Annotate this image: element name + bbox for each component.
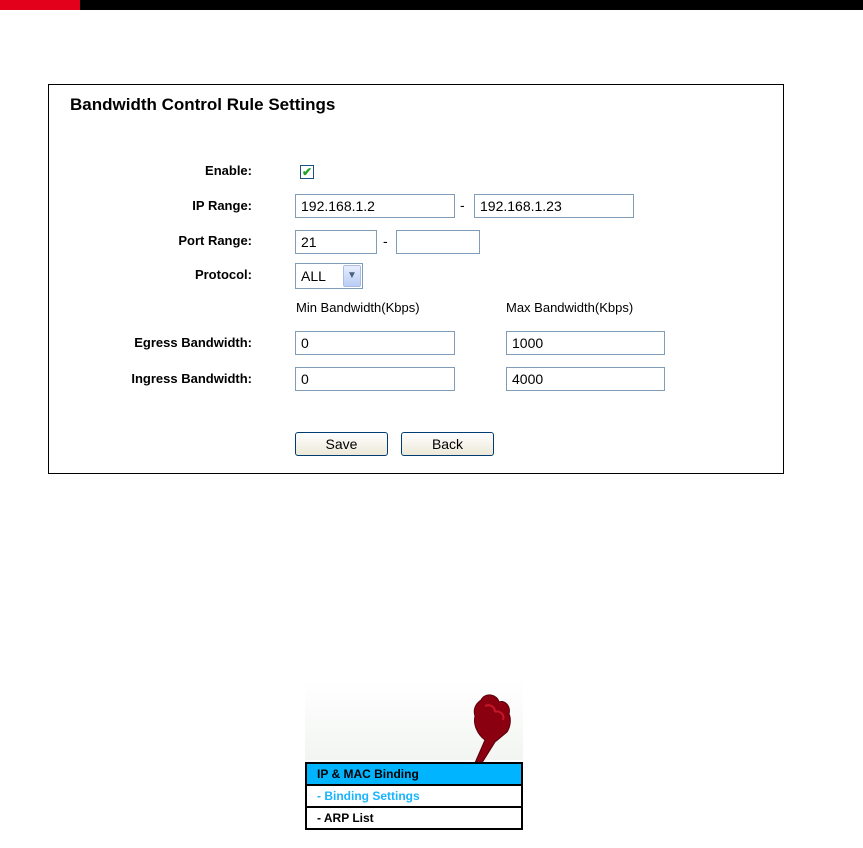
- save-button[interactable]: Save: [295, 432, 388, 456]
- back-button[interactable]: Back: [401, 432, 494, 456]
- menu-excerpt: [305, 680, 523, 848]
- page-title: Bandwidth Control Rule Settings: [70, 95, 336, 114]
- max-bandwidth-header: Max Bandwidth(Kbps): [506, 300, 634, 315]
- port-start-field[interactable]: [295, 230, 377, 254]
- port-range-label: Port Range:: [178, 233, 252, 248]
- port-range-dash: -: [383, 233, 388, 249]
- egress-min-field[interactable]: [295, 331, 455, 355]
- ip-range-dash: -: [460, 197, 465, 213]
- protocol-label: Protocol:: [194, 267, 252, 282]
- top-bar: [0, 0, 863, 10]
- ip-start-field[interactable]: [295, 194, 455, 218]
- protocol-select[interactable]: [295, 263, 363, 289]
- ingress-max-field[interactable]: [506, 367, 665, 391]
- chevron-down-icon[interactable]: ▼: [343, 265, 361, 287]
- menu-item-ip-mac-binding[interactable]: IP & MAC Binding: [305, 762, 523, 786]
- top-bar-accent: [0, 0, 80, 10]
- enable-label: Enable:: [205, 163, 252, 178]
- ingress-bandwidth-label: Ingress Bandwidth:: [131, 371, 252, 386]
- ip-end-field[interactable]: [474, 194, 634, 218]
- ip-range-label: IP Range:: [192, 198, 252, 213]
- ingress-min-field[interactable]: [295, 367, 455, 391]
- menu-item-binding-settings[interactable]: - Binding Settings: [305, 784, 523, 808]
- menu-item-arp-list[interactable]: - ARP List: [305, 806, 523, 830]
- port-end-field[interactable]: [396, 230, 480, 254]
- protocol-value: ALL: [301, 268, 326, 284]
- enable-checkbox[interactable]: ✔: [301, 165, 313, 179]
- min-bandwidth-header: Min Bandwidth(Kbps): [296, 300, 420, 315]
- egress-max-field[interactable]: [506, 331, 665, 355]
- egress-bandwidth-label: Egress Bandwidth:: [134, 335, 252, 350]
- bandwidth-rule-panel: [48, 84, 784, 474]
